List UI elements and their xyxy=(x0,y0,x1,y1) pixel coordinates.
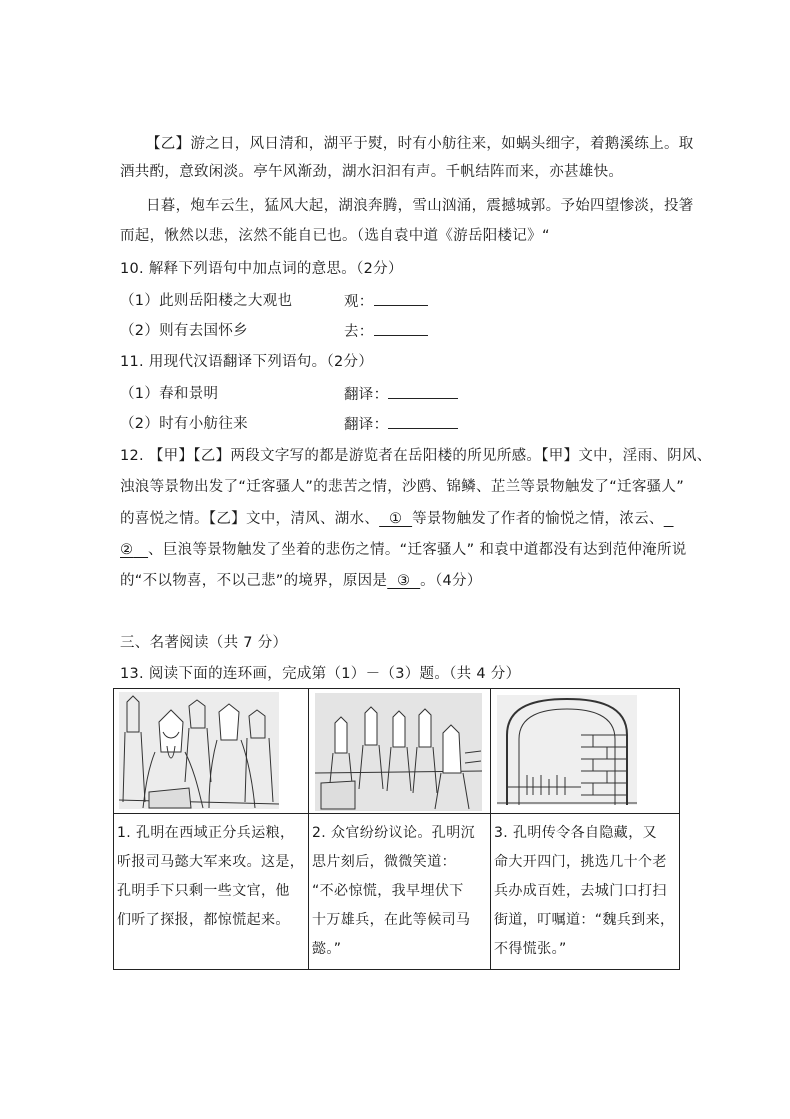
section-heading: 三、名著阅读（共 7 分） xyxy=(120,635,288,651)
caption-line: 听报司马懿大军来攻。这是， xyxy=(117,854,305,870)
caption-line: 不得慌张。” xyxy=(494,941,567,957)
question-12-line xyxy=(120,571,482,591)
comic-panel-3-image xyxy=(491,689,680,814)
answer-blank[interactable] xyxy=(374,321,428,336)
question-12-line xyxy=(120,509,674,529)
answer-label: 翻译： xyxy=(344,417,389,433)
fill-blank-1[interactable]: ① xyxy=(379,511,413,527)
caption-line: 孔明手下只剩一些文官，他 xyxy=(117,883,290,899)
caption-line: 1. 孔明在西域正分兵运粮， xyxy=(117,825,295,841)
question-12-line: 12. 【甲】【乙】两段文字写的都是游览者在岳阳楼的所见所感。【甲】文中，淫雨、阴风、 xyxy=(120,448,712,464)
comic-panel-3-caption xyxy=(491,814,680,970)
fill-blank-3[interactable]: ③ xyxy=(387,573,421,589)
question-11-item-2: （2）时有小舫往来 xyxy=(120,416,248,432)
caption-line: 街道，叮嘱道：“魏兵到来， xyxy=(494,912,675,928)
question-11-stem: 11. 用现代汉语翻译下列语句。（2分） xyxy=(120,354,374,370)
caption-line: 们听了探报，都惊慌起来。 xyxy=(117,912,290,928)
question-10-stem: 10. 解释下列语句中加点词的意思。（2分） xyxy=(120,261,403,277)
illustration-city-gate-image xyxy=(497,695,637,805)
question-12-line: 浊浪等景物出发了“迁客骚人”的悲苦之情，沙鸥、锦鳞、芷兰等景物触发了“迁客骚人” xyxy=(120,479,685,495)
question-10-item-1: （1）此则岳阳楼之大观也 xyxy=(120,293,293,309)
question-12-text: 、巨浪等景物触发了坐着的悲伤之情。“迁客骚人” 和袁中道都没有达到范仲淹所说 xyxy=(148,542,687,558)
answer-blank[interactable] xyxy=(374,291,428,306)
passage-line: 酒共酌，意致闲淡。亭午风渐劲，湖水汩汩有声。千帆结阵而来，亦甚雄快。 xyxy=(120,164,624,180)
illustration-crowd-image xyxy=(315,693,482,811)
answer-field[interactable] xyxy=(344,384,458,405)
caption-line: “不必惊慌，我早埋伏下 xyxy=(312,883,464,899)
caption-line: 懿。” xyxy=(312,941,342,957)
question-12-text: 的喜悦之情。【乙】文中，清风、湖水、 xyxy=(120,511,380,527)
passage-line: 日暮，炮车云生，猛风大起，湖浪奔腾，雪山汹涌，震撼城郭。予始四望惨淡，投箸 xyxy=(146,198,694,214)
question-11-item-1: （1）春和景明 xyxy=(120,386,219,402)
comic-panel-1-caption xyxy=(114,814,309,970)
caption-line: 十万雄兵，在此等候司马 xyxy=(312,912,471,928)
answer-blank[interactable] xyxy=(388,384,458,399)
question-12-text: 。（4分） xyxy=(420,573,482,589)
caption-line: 思片刻后，微微笑道： xyxy=(312,854,456,870)
question-12-line xyxy=(120,540,687,560)
question-13-stem: 13. 阅读下面的连环画，完成第（1）－（3）题。（共 4 分） xyxy=(120,666,521,682)
fill-blank-2-end[interactable] xyxy=(133,542,148,558)
answer-blank[interactable] xyxy=(388,414,458,429)
answer-label: 去： xyxy=(344,324,374,340)
caption-line: 3. 孔明传令各自隐藏，又 xyxy=(494,825,658,841)
caption-line: 命大开四门，挑选几十个老 xyxy=(494,854,667,870)
caption-line: 2. 众官纷纷议论。孔明沉 xyxy=(312,825,476,841)
illustration-officials-image xyxy=(119,692,279,809)
passage-line: 【乙】游之日，风日清和，湖平于熨，时有小舫往来，如蜗头细字，着鹅溪练上。取 xyxy=(146,136,694,152)
question-12-text: 的“不以物喜，不以己悲”的境界，原因是 xyxy=(120,573,388,589)
answer-field[interactable] xyxy=(344,291,428,312)
fill-blank-2-start[interactable] xyxy=(664,511,674,527)
answer-label: 翻译： xyxy=(344,387,389,403)
question-10-item-2: （2）则有去国怀乡 xyxy=(120,323,248,339)
comic-panel-1-image xyxy=(114,689,309,814)
comic-panel-2-image xyxy=(309,689,491,814)
comic-panel-2-caption xyxy=(309,814,491,970)
fill-blank-2[interactable]: ② xyxy=(120,542,134,558)
answer-label: 观： xyxy=(344,294,374,310)
caption-line: 兵办成百姓，去城门口打扫 xyxy=(494,883,667,899)
answer-field[interactable] xyxy=(344,321,428,342)
passage-line: 而起，愀然以悲，泫然不能自已也。（选自袁中道《游岳阳楼记》“ xyxy=(120,228,550,244)
answer-field[interactable] xyxy=(344,414,458,435)
question-12-text: 等景物触发了作者的愉悦之情，浓云、 xyxy=(412,511,664,527)
comic-strip-table xyxy=(113,688,680,970)
